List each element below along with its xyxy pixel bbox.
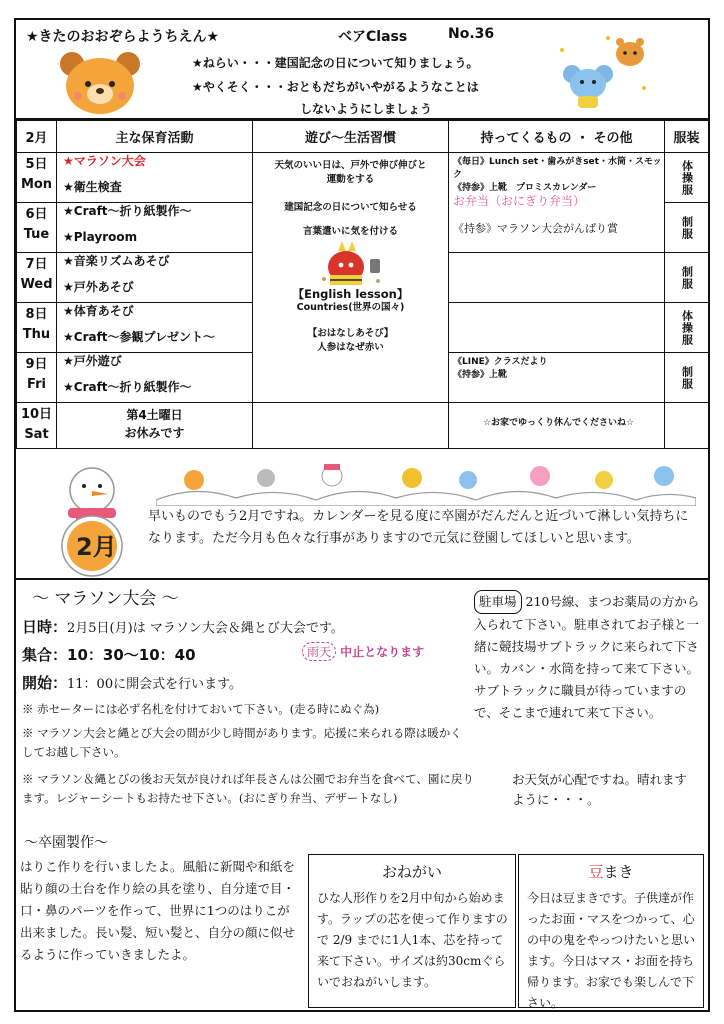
intro-text: 早いものでもう2月ですね。カレンダーを見る度に卒園がだんだんと近づいて淋しい気持ちになります。ただ今月も色々な行事がありますので元気に登園してほしいと思います。 (148, 509, 689, 546)
clothes-header: 服装 (665, 121, 709, 153)
weekday-label: Thu (22, 327, 51, 342)
activity-cell (57, 153, 253, 203)
parking-text: 210号線、まつお薬局の方から入られて下さい。駐車されてお子様と一緒に競技場サブトラックに来られて下さい。カバン・水筒を持って来て下さい。サブトラックに職員が待っていますので、そこまで連れて来て下さい。 (474, 594, 700, 720)
bring-cell-fri (449, 353, 665, 403)
activity-sub: お休みです (124, 426, 185, 440)
activity-cell (57, 403, 253, 449)
marathon-note-1: ※ 赤セーターには必ず名札を付けておいて下さい。(走る時にぬぐ為) (22, 702, 380, 716)
date-label: 9日 (25, 357, 48, 372)
activity-cell (57, 353, 253, 403)
bear-illustration (56, 50, 144, 116)
date-label: 7日 (25, 257, 48, 272)
play-line-3: 建国記念の日について知らせる (284, 202, 417, 213)
date-cell (17, 353, 57, 403)
bean-text: 今日は豆まきです。子供達が作ったお面・マスをつかって、心の中の鬼をやっつけたいと思います。今日はマス・お面を持ち帰ります。お家でも楽しんで下さい。 (527, 891, 696, 1010)
start-label: 開始： (22, 674, 68, 692)
bring-cell-empty (449, 303, 665, 353)
marathon-gather: 集合：10：30～10：40 (22, 646, 196, 664)
request-title: おねがい (381, 863, 442, 881)
activity-header: 主な保育活動 (57, 121, 253, 153)
activity-sub: ★戸外あそび (63, 280, 134, 294)
play-line-2: 運動をする (326, 174, 375, 185)
schedule-table (16, 120, 709, 449)
bring-prize: 《持参》マラソン大会がんばり賞 (453, 222, 618, 235)
clothes-cell: 制服 (665, 353, 709, 403)
squirrel-mouse-illustration (552, 28, 652, 114)
graduation-craft-box (20, 832, 302, 1006)
marathon-date: 日時：2月5日(月)は マラソン大会＆縄とび大会です。 (22, 618, 344, 636)
english-lesson-topic: Countries(世界の国々) (296, 302, 405, 313)
activity-sub: ★Playroom (63, 230, 138, 244)
bring-line-notice: 《LINE》クラスだより (453, 357, 548, 367)
rain-notice (302, 642, 424, 661)
bring-cell-empty (449, 253, 665, 303)
date-cell (17, 253, 57, 303)
graduation-title: ～卒園製作～ (24, 835, 108, 851)
aim-text: ★ねらい・・・建国記念の日について知りましょう。 (192, 56, 479, 70)
bean-title: 豆まき (588, 863, 634, 881)
month-header: 2月 (17, 121, 57, 153)
request-text: ひな人形作りを2月中旬から始めます。ラップの芯を使って作りますので 2/9 までに1人1本、芯を持って来て下さい。サイズは約30cmぐらいでおねがいします。 (317, 891, 508, 989)
bottom-section (16, 832, 708, 1010)
bring-header: 持ってくるもの ・ その他 (449, 121, 665, 153)
rain-badge: 雨天 (302, 642, 336, 661)
activity-main: ★音楽リズムあそび (63, 254, 170, 268)
date-label: 8日 (25, 307, 48, 322)
date-cell (17, 203, 57, 253)
bring-shoes: 《持参》上靴 プロミスカレンダー (453, 183, 597, 193)
bring-daily: 《毎日》Lunch set・歯みがきset・水筒・スモック (453, 157, 662, 180)
activity-main: ★Craft～折り紙製作～ (63, 204, 192, 218)
date-cell (17, 153, 57, 203)
table-row (17, 403, 709, 449)
clothes-cell: 制服 (665, 253, 709, 303)
date-label: 6日 (25, 207, 48, 222)
header (16, 20, 708, 120)
issue-number: No.36 (448, 26, 495, 42)
activity-cell (57, 253, 253, 303)
play-cell-sat (253, 403, 449, 449)
story-topic: 人参はなぜ赤い (317, 342, 384, 353)
request-box (308, 854, 516, 1008)
weekday-label: Tue (23, 227, 50, 242)
weekday-label: Fri (27, 377, 46, 392)
bring-shoes-fri: 《持参》上靴 (453, 370, 508, 380)
activity-main: ★マラソン大会 (63, 154, 146, 168)
promise-text-1: ★やくそく・・・おともだちがいやがるようなことは (192, 80, 479, 94)
marathon-start: 開始：11：00に開会式を行います。 (22, 674, 243, 692)
activity-main: ★戸外遊び (63, 354, 122, 368)
story-title: 【おはなしあそび】 (307, 328, 394, 339)
activity-main: 第4土曜日 (126, 408, 183, 422)
bean-throwing-box (518, 854, 704, 1008)
weekday-label: Mon (20, 177, 53, 192)
play-line-4: 言葉遣いに気を付ける (302, 226, 398, 237)
play-header: 遊び～生活習慣 (253, 121, 449, 153)
activity-sub: ★Craft～参観プレゼント～ (63, 330, 216, 344)
marathon-title: ～ マラソン大会 ～ (32, 589, 179, 609)
date-cell (17, 403, 57, 449)
date-label: 10日 (20, 407, 53, 422)
activity-cell (57, 303, 253, 353)
snowman-illustration (22, 460, 158, 578)
weekday-label: Sat (24, 427, 49, 442)
bring-lunch: お弁当（おにぎり弁当） (453, 194, 586, 208)
school-name: ★きたのおおぞらようちえん★ (26, 29, 220, 45)
activity-sub: ★衛生検査 (63, 180, 122, 194)
weather-note: お天気が心配ですね。晴れますように・・・。 (512, 772, 688, 807)
play-habits-cell (253, 153, 449, 403)
marathon-note-3: ※ マラソン＆縄とびの後お天気が良ければ年長さんは公園でお弁当を食べて、園に戻ります。レジャーシートもお持たせ下さい。(おにぎり弁当、デザートなし) (22, 772, 474, 805)
date-cell (17, 303, 57, 353)
intro-section (16, 460, 708, 580)
date-label: 日時： (22, 618, 68, 636)
oni-illustration (316, 241, 386, 287)
parking-label: 駐車場 (474, 590, 522, 614)
month-badge-text: 2月 (76, 533, 117, 561)
date-label: 5日 (25, 157, 48, 172)
newsletter-page (14, 18, 710, 1012)
promise-text-2: しないようにしましょう (300, 102, 433, 116)
clothes-cell: 体操服 (665, 303, 709, 353)
graduation-text: はりこ作りを行いましたよ。風船に新聞や和紙を貼り顔の土台を作り絵の具を塗り、自分達で目・口・鼻のパーツを作って、世界に1つのはりこが出来ました。長い髪、短い髪と、自分の顔に似せるように作っていきましたよ。 (20, 859, 296, 962)
bring-cell-mon (449, 153, 665, 253)
weekday-label: Wed (20, 277, 53, 292)
class-name: ベアClass (338, 29, 408, 45)
play-line-1: 天気のいい日は、戸外で伸び伸びと (274, 160, 427, 171)
table-row (17, 153, 709, 203)
clothes-cell: 制服 (665, 203, 709, 253)
gather-label: 集合： (22, 646, 68, 664)
english-lesson-title: 【English lesson】 (292, 287, 409, 301)
marathon-section (16, 580, 708, 832)
table-header-row (17, 121, 709, 153)
activity-cell (57, 203, 253, 253)
snow-animals-illustration (156, 460, 696, 506)
parking-info (474, 590, 700, 724)
rain-note: 中止となります (340, 645, 425, 659)
marathon-note-2: ※ マラソン大会と縄とび大会の間が少し時間があります。応援に来られる際は暖かくしてお越し下さい。 (22, 726, 462, 759)
activity-main: ★体育あそび (63, 304, 134, 318)
clothes-cell (665, 403, 709, 449)
activity-sub: ★Craft～折り紙製作～ (63, 380, 192, 394)
clothes-cell: 体操服 (665, 153, 709, 203)
bring-cell-sat: ☆お家でゆっくり休んでくださいね☆ (449, 403, 665, 449)
